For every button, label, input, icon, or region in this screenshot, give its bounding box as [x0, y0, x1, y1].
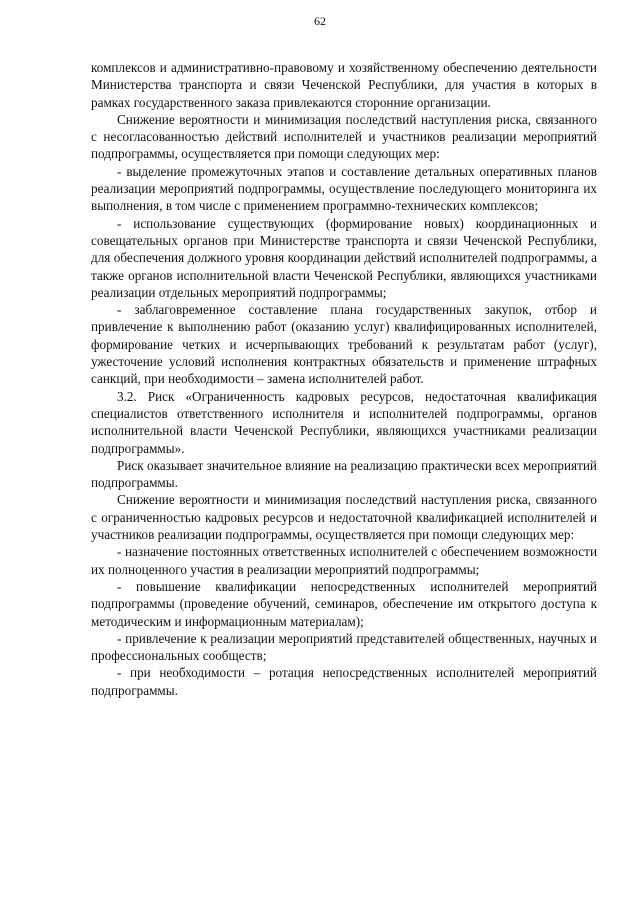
- list-item-coordination-bodies: - использование существующих (формирование новых) координационных и совещательных органов при Министерстве транспорта и связи Чеченской Республики, для обеспечения должного уровня координации действий исполнителей подпрограммы, а также органов исполнительной власти Чеченской Республики, являющихся участниками реализации отдельных мероприятий подпрограммы;: [91, 215, 597, 300]
- list-item-procurement-plan: - заблаговременное составление плана государственных закупок, отбор и привлечение к выполнению работ (оказанию услуг) квалифицированных исполнителей, формирование четких и исчерпывающих требований к результатам работ (услуг), ужесточение условий исполнения контрактных обязательств и применение штрафных санкций, при необходимости – замена исполнителей работ.: [91, 302, 597, 387]
- paragraph-continuation: комплексов и административно-правовому и хозяйственному обеспечению деятельности Министерства транспорта и связи Чеченской Республики, для участия в которых в рамках государственного заказа привлекаются сторонние организации.: [91, 60, 597, 110]
- paragraph-staff-measures-intro: Снижение вероятности и минимизация последствий наступления риска, связанного с ограниченностью кадровых ресурсов и недостаточной квалификацией исполнителей и участников реализации подпрограммы, осуществляется при помощи следующих мер:: [91, 492, 597, 543]
- list-item-rotation: - при необходимости – ротация непосредственных исполнителей мероприятий подпрограммы.: [91, 665, 597, 698]
- list-item-permanent-executors: - назначение постоянных ответственных исполнителей с обеспечением возможности их полноценного участия в реализации мероприятий подпрограммы;: [91, 544, 597, 577]
- list-item-qualification: - повышение квалификации непосредственных исполнителей мероприятий подпрограммы (проведение обучений, семинаров, обеспечение им открытого доступа к методическим и информационным материалам);: [91, 578, 597, 629]
- paragraph-risk-3-2: 3.2. Риск «Ограниченность кадровых ресурсов, недостаточная квалификация специалистов ответственного исполнителя и исполнителей подпрограммы, органов исполнительной власти Чеченской Республики, являющихся участниками реализации подпрограммы».: [91, 388, 597, 456]
- list-item-communities: - привлечение к реализации мероприятий представителей общественных, научных и профессиональных сообществ;: [91, 630, 597, 664]
- list-item-intermediate-stages: - выделение промежуточных этапов и составление детальных оперативных планов реализации мероприятий подпрограммы, осуществление последующего мониторинга их выполнения, в том числе с применением программно-технических комплексов;: [91, 163, 597, 214]
- paragraph-risk-measures-intro: Снижение вероятности и минимизация последствий наступления риска, связанного с несогласованностью действий исполнителей и участников реализации мероприятий подпрограммы, осуществляется при помощи следующих мер:: [91, 111, 597, 162]
- paragraph-risk-impact: Риск оказывает значительное влияние на реализацию практически всех мероприятий подпрограммы.: [91, 457, 597, 491]
- document-body: [91, 59, 597, 699]
- page-number: 62: [314, 14, 326, 28]
